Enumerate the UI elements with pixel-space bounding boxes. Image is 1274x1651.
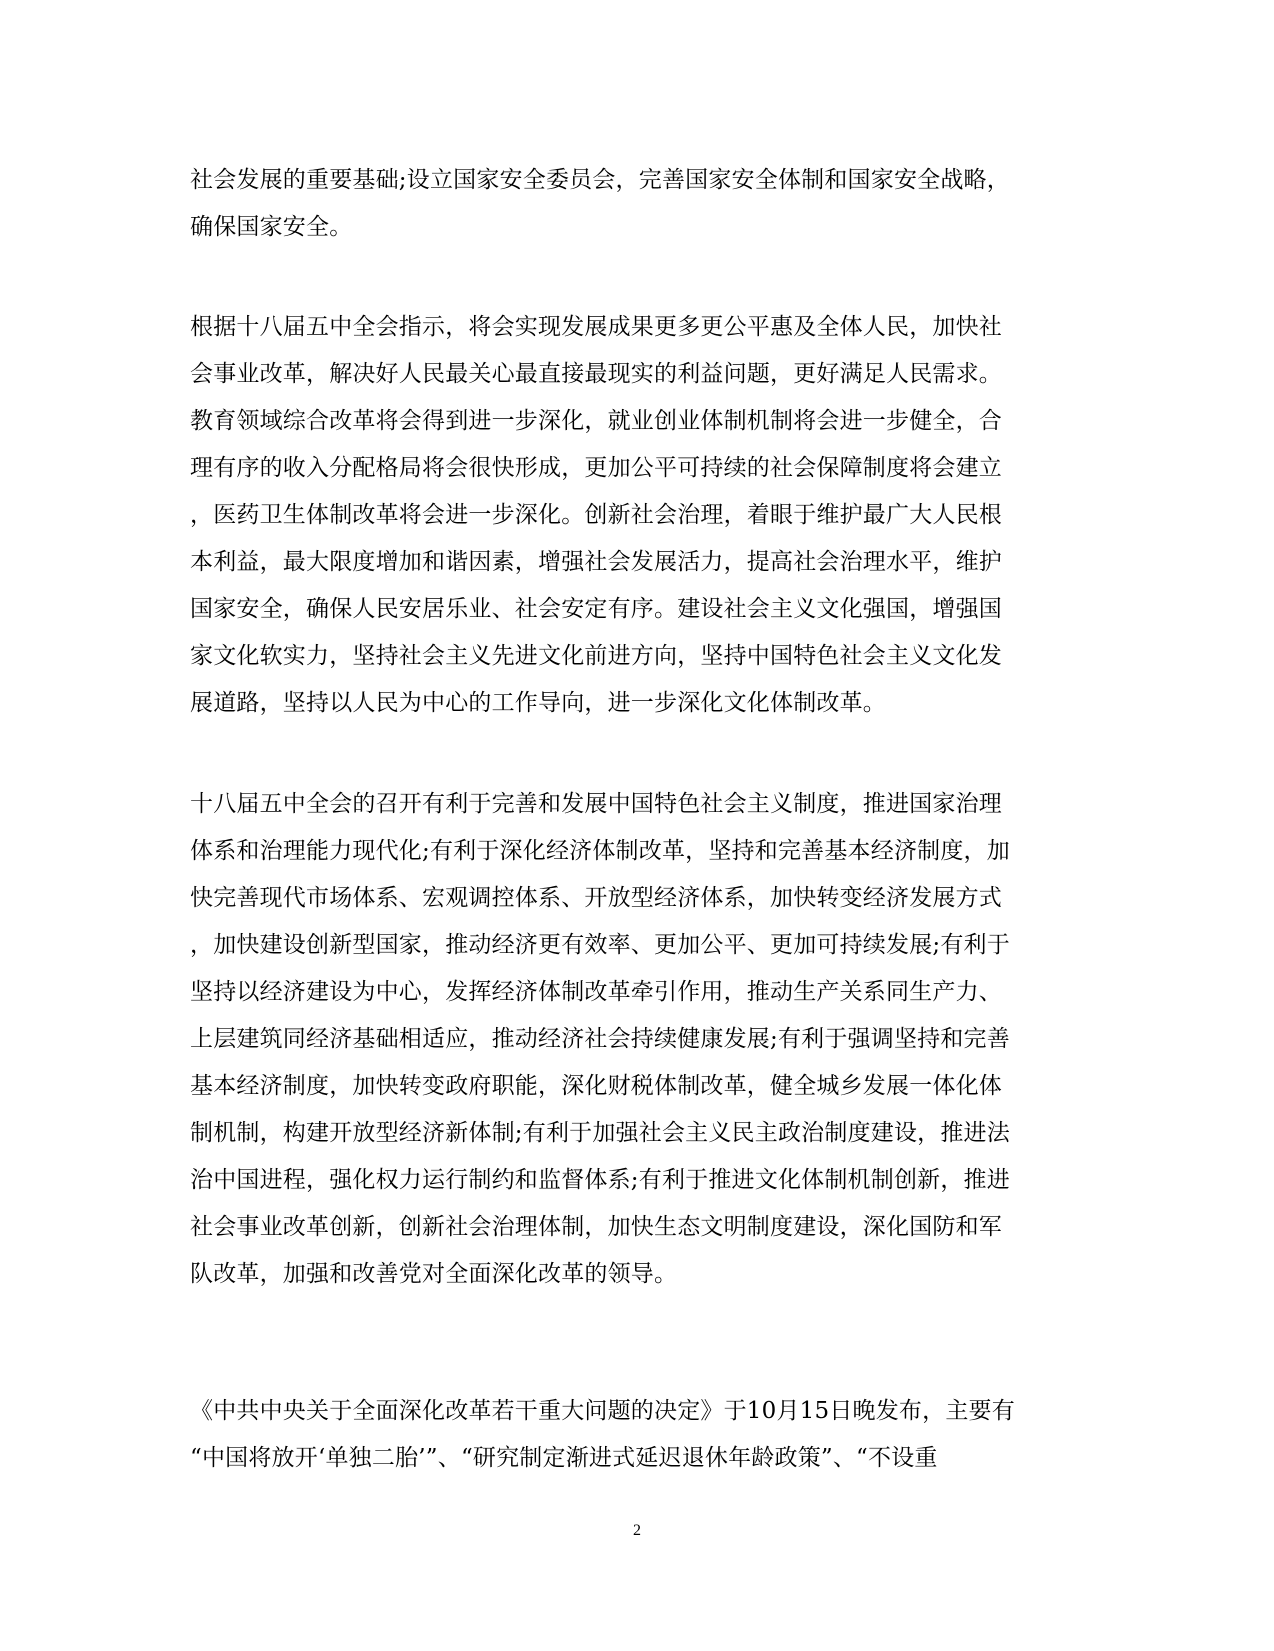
text-line: 快完善现代市场体系、宏观调控体系、开放型经济体系，加快转变经济发展方式 (190, 885, 1002, 911)
text-line: 展道路，坚持以人民为中心的工作导向，进一步深化文化体制改革。 (190, 690, 886, 716)
text-line: 教育领域综合改革将会得到进一步深化，就业创业体制机制将会进一步健全，合 (190, 408, 1002, 434)
text-line: 确保国家安全。 (190, 214, 353, 240)
text-line: 社会发展的重要基础;设立国家安全委员会，完善国家安全体制和国家安全战略， (190, 167, 1010, 193)
text-line: 国家安全，确保人民安居乐业、社会安定有序。建设社会主义文化强国，增强国 (190, 596, 1002, 622)
page-number: 2 (633, 1522, 641, 1539)
text-line: 基本经济制度，加快转变政府职能，深化财税体制改革，健全城乡发展一体化体 (190, 1073, 1002, 1099)
text-line: “中国将放开‘单独二胎’”、“研究制定渐进式延迟退休年龄政策”、“不设重 (190, 1445, 938, 1471)
text-line: 《中共中央关于全面深化改革若干重大问题的决定》于10月15日晚发布，主要有 (190, 1398, 1015, 1424)
text-line: 十八届五中全会的召开有利于完善和发展中国特色社会主义制度，推进国家治理 (190, 791, 1002, 817)
paragraph-1 (190, 157, 1090, 251)
text-line: 家文化软实力，坚持社会主义先进文化前进方向，坚持中国特色社会主义文化发 (190, 643, 1002, 669)
text-line: ，加快建设创新型国家，推动经济更有效率、更加公平、更加可持续发展;有利于 (190, 932, 1010, 958)
text-line: 会事业改革，解决好人民最关心最直接最现实的利益问题，更好满足人民需求。 (190, 361, 1002, 387)
paragraph-3 (190, 781, 1090, 1298)
text-line: 理有序的收入分配格局将会很快形成，更加公平可持续的社会保障制度将会建立 (190, 455, 1002, 481)
text-line: 上层建筑同经济基础相适应，推动经济社会持续健康发展;有利于强调坚持和完善 (190, 1026, 1010, 1052)
text-line: 队改革，加强和改善党对全面深化改革的领导。 (190, 1261, 678, 1287)
text-line: ，医药卫生体制改革将会进一步深化。创新社会治理，着眼于维护最广大人民根 (190, 502, 1002, 528)
paragraph-2 (190, 304, 1090, 727)
text-line: 根据十八届五中全会指示，将会实现发展成果更多更公平惠及全体人民，加快社 (190, 314, 1002, 340)
text-line: 治中国进程，强化权力运行制约和监督体系;有利于推进文化体制机制创新，推进 (190, 1167, 1010, 1193)
paragraph-4 (190, 1388, 1090, 1482)
text-line: 社会事业改革创新，创新社会治理体制，加快生态文明制度建设，深化国防和军 (190, 1214, 1002, 1240)
text-line: 制机制，构建开放型经济新体制;有利于加强社会主义民主政治制度建设，推进法 (190, 1120, 1010, 1146)
text-line: 坚持以经济建设为中心，发挥经济体制改革牵引作用，推动生产关系同生产力、 (190, 979, 1002, 1005)
text-line: 本利益，最大限度增加和谐因素，增强社会发展活力，提高社会治理水平，维护 (190, 549, 1002, 575)
text-line: 体系和治理能力现代化;有利于深化经济体制改革，坚持和完善基本经济制度，加 (190, 838, 1010, 864)
